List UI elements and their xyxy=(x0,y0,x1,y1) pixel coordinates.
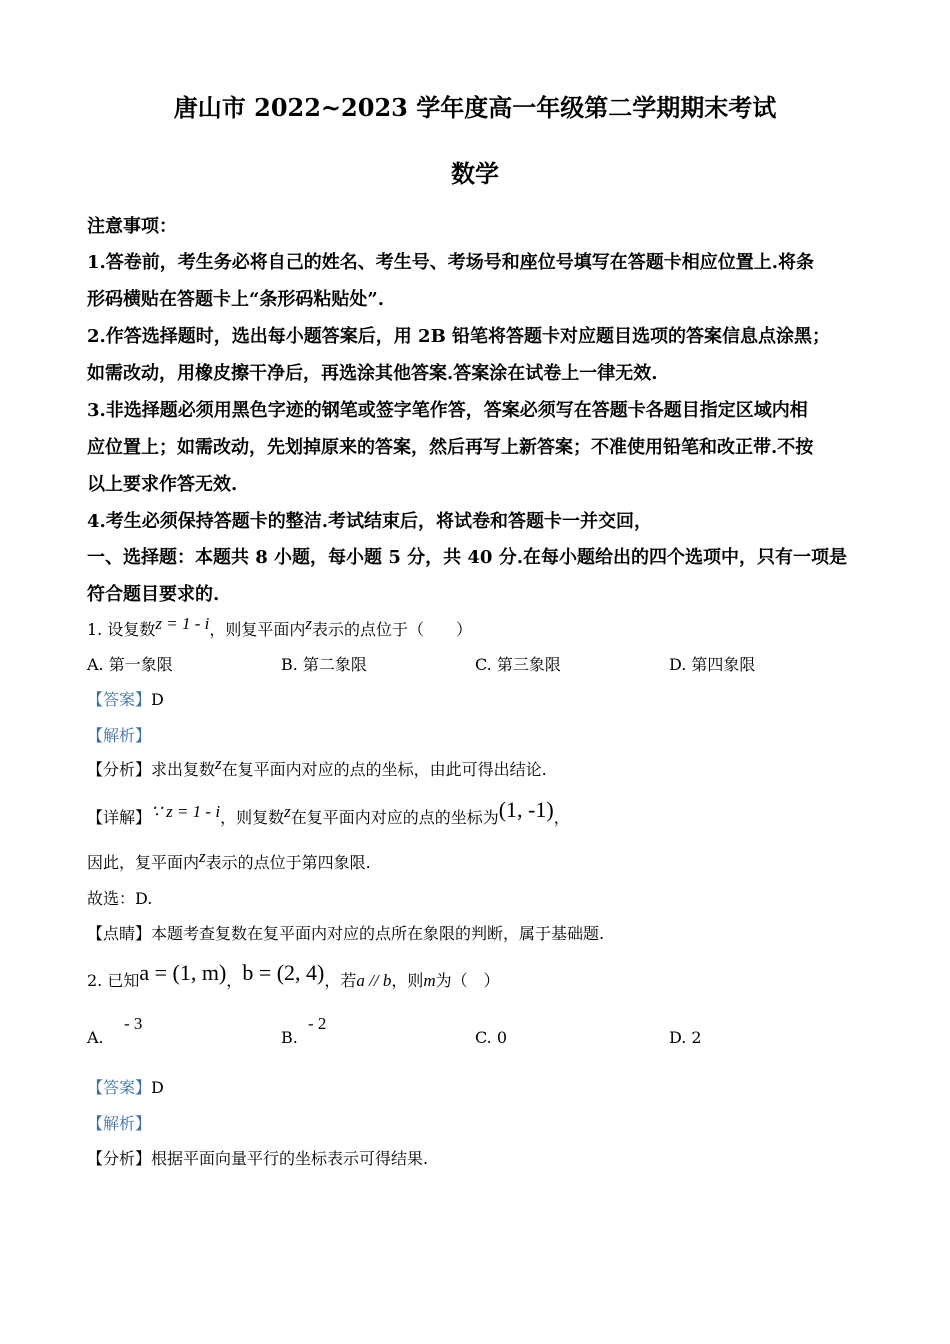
notice-line: 4.考生必须保持答题卡的整洁.考试结束后，将试卷和答题卡一并交回， xyxy=(87,511,653,532)
option-c: C. 第三象限 xyxy=(475,655,561,674)
question-2: 2. 已知a = (1, m)，b = (2, 4)，若a // b，则m为（ ） xyxy=(87,960,500,990)
question-1: 1. 设复数z = 1 - i，则复平面内z表示的点位于（ ） xyxy=(87,614,472,639)
notice-line: 以上要求作答无效. xyxy=(87,474,238,495)
notice-line: 形码横贴在答题卡上“条形码粘贴处”. xyxy=(87,289,384,310)
exam-title: 唐山市 2022~2023 学年度高一年级第二学期期末考试 xyxy=(173,93,777,122)
formula: z = 1 - i xyxy=(155,614,210,633)
analysis-choice: 故选：D. xyxy=(87,889,153,908)
formula: b = (2, 4) xyxy=(242,960,325,985)
formula: m xyxy=(423,971,436,990)
notice-line: 应位置上；如需改动，先划掉原来的答案，然后再写上新答案；不准使用铅笔和改正带.不按 xyxy=(87,437,814,458)
answer-line xyxy=(87,687,867,710)
notice-line: 2.作答选择题时，选出每小题答案后，用 2B 铅笔将答题卡对应题目选项的答案信息点涂黑； xyxy=(87,326,831,347)
notice-heading: 注意事项： xyxy=(87,216,177,237)
formula: z xyxy=(305,614,312,633)
formula: a // b xyxy=(356,971,392,990)
option-value: - 2 xyxy=(308,1014,327,1033)
option-b: B. 第二象限 xyxy=(281,655,367,674)
formula: a = (1, m) xyxy=(139,960,227,985)
notice-line: 如需改动，用橡皮擦干净后，再选涂其他答案.答案涂在试卷上一律无效. xyxy=(87,363,658,384)
analysis-conclusion: 因此，复平面内z表示的点位于第四象限. xyxy=(87,847,371,872)
analysis-fenxi: 【分析】根据平面向量平行的坐标表示可得结果. xyxy=(87,1149,429,1168)
answer-value: D xyxy=(151,1078,164,1097)
option-d: D. 第四象限 xyxy=(669,655,756,674)
answer-tag: 【答案】 xyxy=(87,690,152,709)
answer-value: D xyxy=(151,690,164,709)
section-heading-cont: 符合题目要求的. xyxy=(87,584,220,605)
analysis-xiangjie: 【详解】∵ z = 1 - i，则复数z在复平面内对应的点的坐标为(1, -1)， xyxy=(87,797,570,827)
formula: z xyxy=(284,802,291,821)
analysis-fenxi: 【分析】求出复数z在复平面内对应的点的坐标，由此可得出结论. xyxy=(87,754,547,779)
analysis-dianjing: 【点睛】本题考查复数在复平面内对应的点所在象限的判断，属于基础题. xyxy=(87,924,605,943)
option-value: - 3 xyxy=(123,1014,143,1033)
subject-title: 数学 xyxy=(451,159,499,188)
option-a: A. 第一象限 xyxy=(87,655,173,674)
analysis-tag: 【解析】 xyxy=(87,1114,152,1133)
formula: z xyxy=(199,847,206,866)
notice-line: 3.非选择题必须用黑色字迹的钢笔或签字笔作答，答案必须写在答题卡各题目指定区域内相 xyxy=(87,400,808,421)
option-a: A. - 3 xyxy=(87,1014,143,1047)
answer-tag: 【答案】 xyxy=(87,1078,152,1097)
section-heading: 一、选择题：本题共 8 小题，每小题 5 分，共 40 分.在每小题给出的四个选项中，只有一项是 xyxy=(87,547,847,568)
option-d: D. 2 xyxy=(669,1028,702,1047)
analysis-tag: 【解析】 xyxy=(87,726,152,745)
option-c: C. 0 xyxy=(475,1028,508,1047)
answer-line xyxy=(87,1075,867,1098)
option-b: B. - 2 xyxy=(281,1014,327,1047)
notice-line: 1.答卷前，考生务必将自己的姓名、考生号、考场号和座位号填写在答题卡相应位置上.将条 xyxy=(87,252,815,273)
formula: ∵ z = 1 - i xyxy=(151,802,221,821)
coordinate: (1, -1) xyxy=(498,797,554,822)
formula: z xyxy=(215,754,222,773)
